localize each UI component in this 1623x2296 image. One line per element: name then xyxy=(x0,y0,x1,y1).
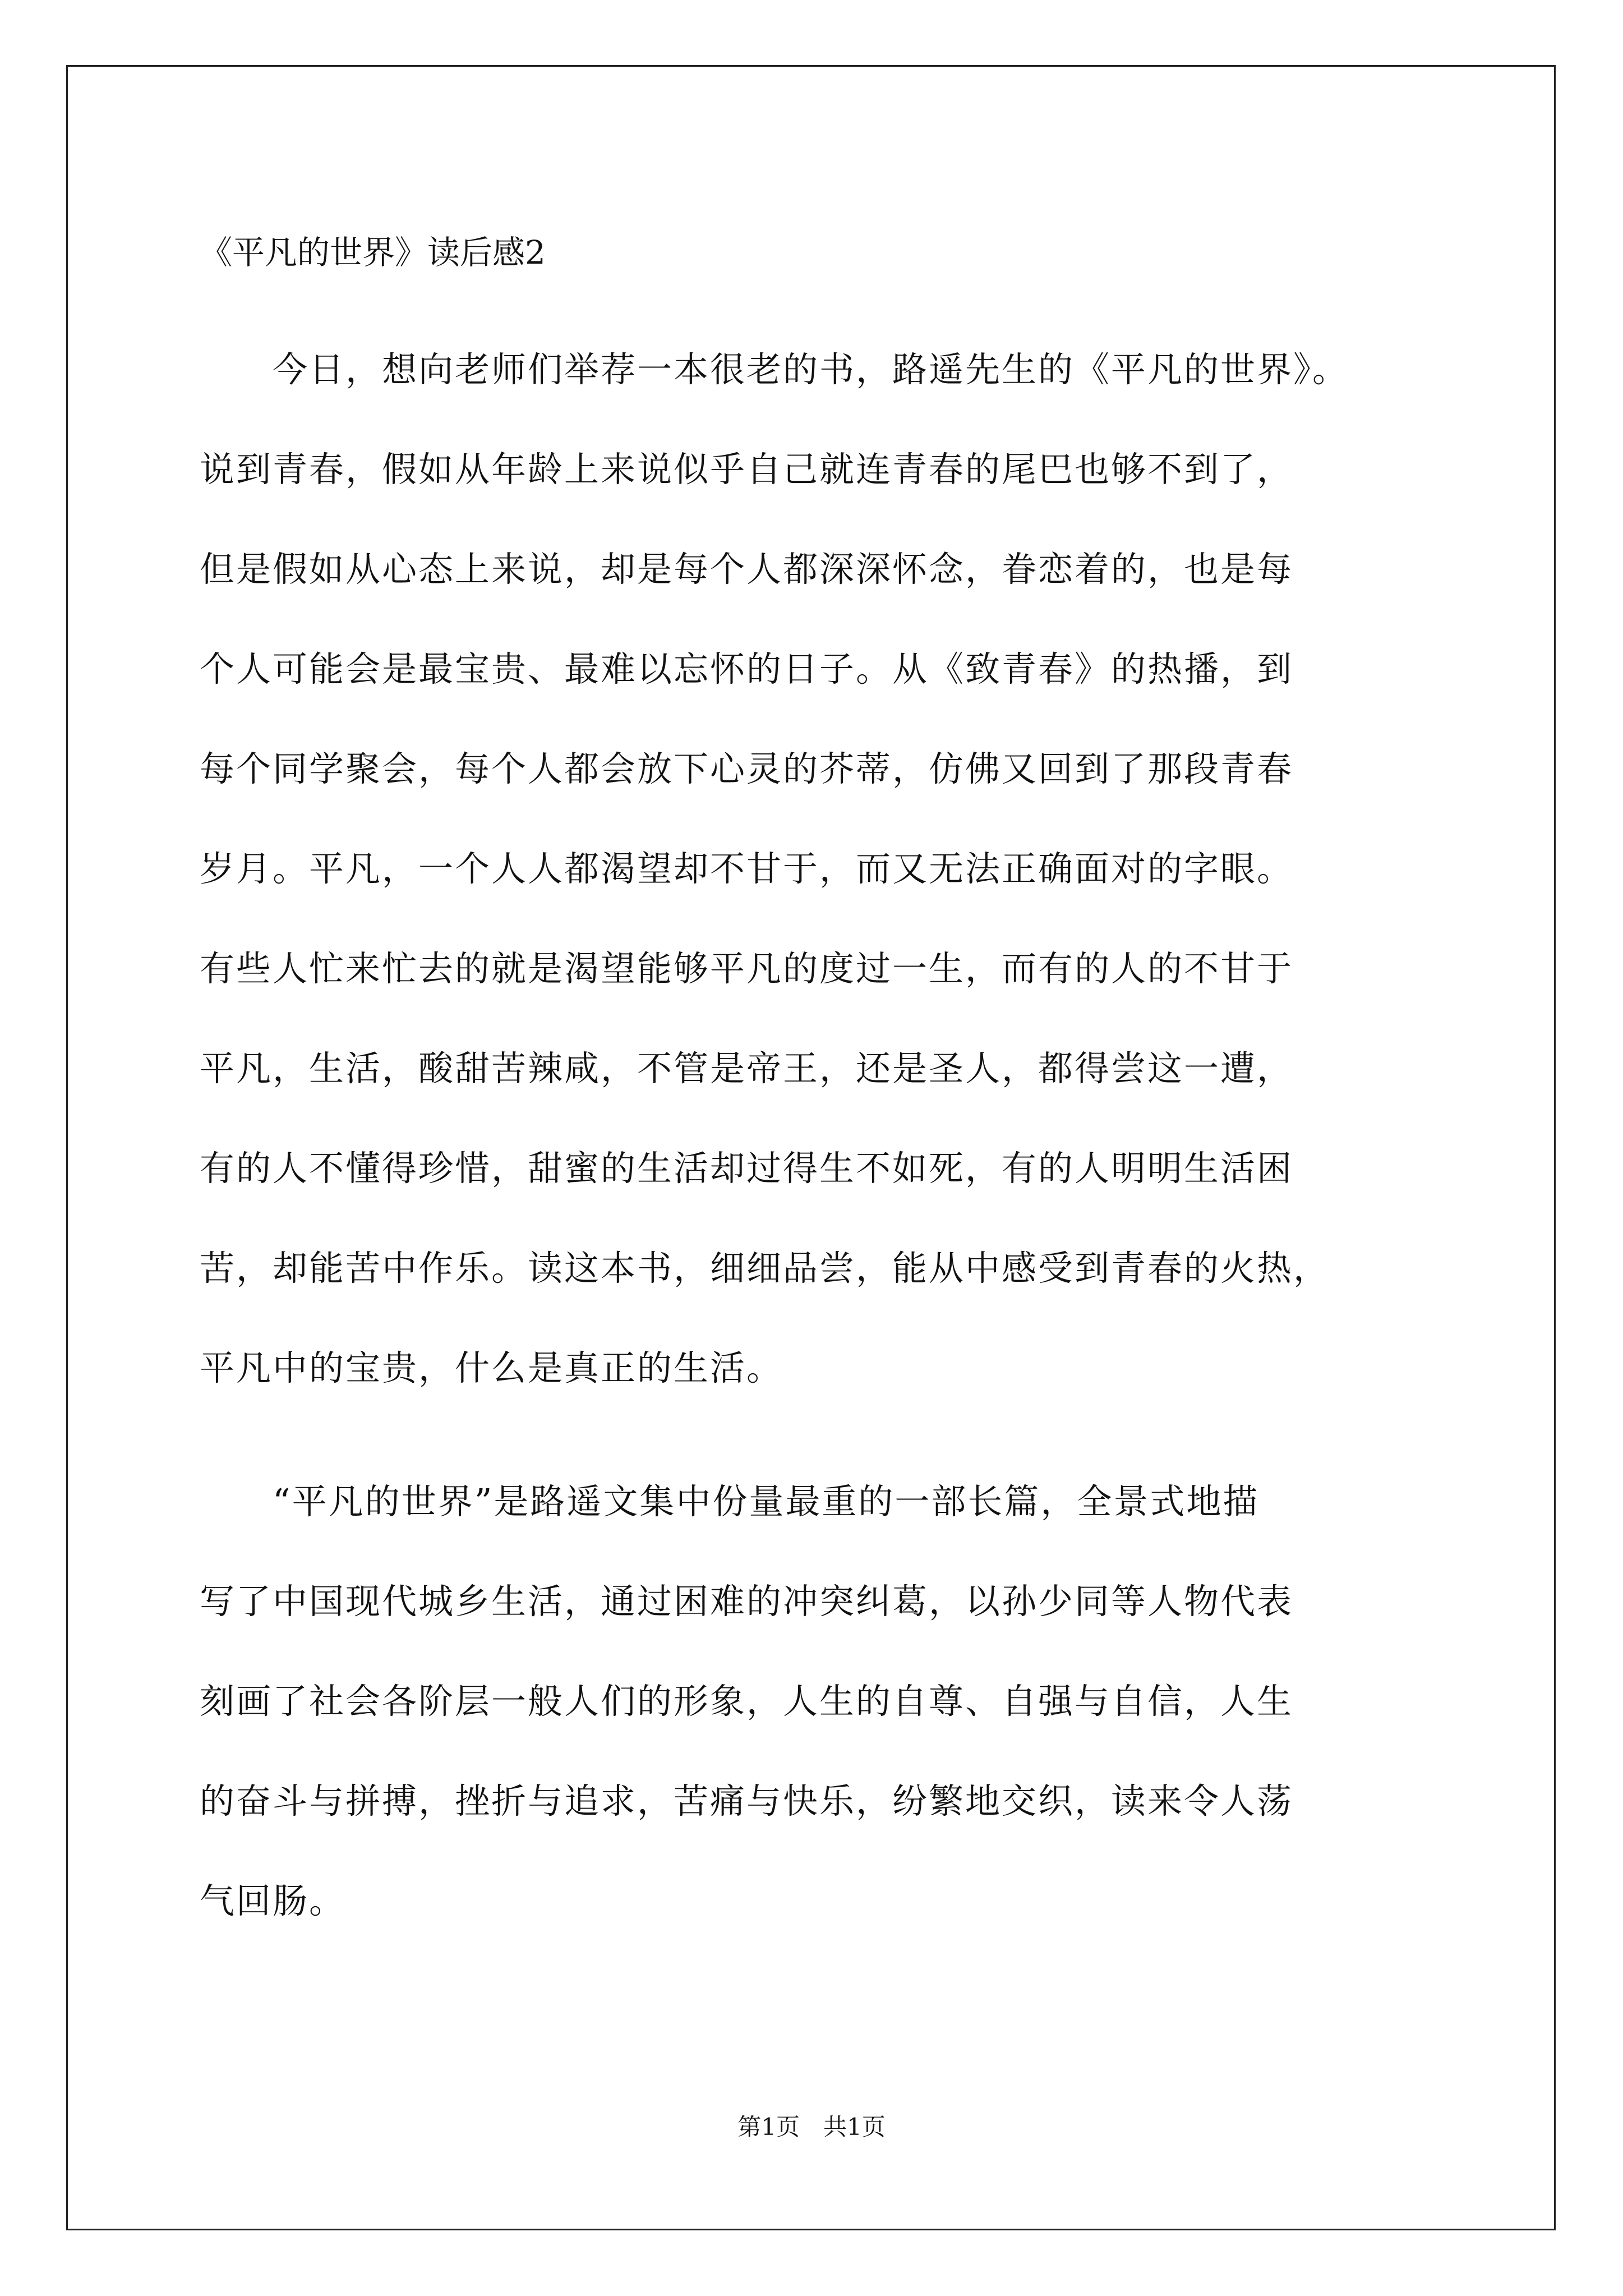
text-line: 每个同学聚会，每个人都会放下心灵的芥蒂，仿佛又回到了那段青春 xyxy=(200,748,1294,789)
text-line: 个人可能会是最宝贵、最难以忘怀的日子。从《致青春》的热播，到 xyxy=(200,648,1294,689)
text-line: 岁月。平凡，一个人人都渴望却不甘于，而又无法正确面对的字眼。 xyxy=(200,848,1294,889)
page-footer: 第1页 共1页 xyxy=(737,2113,886,2141)
text-line: 今日，想向老师们举荐一本很老的书，路遥先生的《平凡的世界》。 xyxy=(200,349,1349,390)
text-line: 平凡，生活，酸甜苦辣咸，不管是帝王，还是圣人，都得尝这一遭， xyxy=(200,1048,1294,1089)
text-line: 有些人忙来忙去的就是渴望能够平凡的度过一生，而有的人的不甘于 xyxy=(200,948,1294,989)
paragraph-2 xyxy=(200,1452,1478,1951)
document-body xyxy=(200,219,1478,1985)
paragraph-1 xyxy=(200,320,1478,1418)
text-line: 平凡中的宝贵，什么是真正的生活。 xyxy=(200,1347,783,1388)
text-line: “平凡的世界”是路遥文集中份量最重的一部长篇，全景式地描 xyxy=(200,1481,1260,1522)
text-line: 说到青春，假如从年龄上来说似乎自己就连青春的尾巴也够不到了， xyxy=(200,449,1294,490)
text-line: 写了中国现代城乡生活，通过困难的冲突纠葛，以孙少同等人物代表 xyxy=(200,1581,1294,1622)
document-title: 《平凡的世界》读后感2 xyxy=(200,233,546,272)
text-line: 气回肠。 xyxy=(200,1880,346,1921)
text-line: 的奋斗与拼搏，挫折与追求，苦痛与快乐，纷繁地交织，读来令人荡 xyxy=(200,1780,1294,1821)
text-line: 但是假如从心态上来说，却是每个人都深深怀念，眷恋着的，也是每 xyxy=(200,549,1294,590)
text-line: 刻画了社会各阶层一般人们的形象，人生的自尊、自强与自信，人生 xyxy=(200,1681,1294,1722)
text-line: 有的人不懂得珍惜，甜蜜的生活却过得生不如死，有的人明明生活困 xyxy=(200,1148,1294,1189)
text-line: 苦，却能苦中作乐。读这本书，细细品尝，能从中感受到青春的火热， xyxy=(200,1248,1330,1289)
